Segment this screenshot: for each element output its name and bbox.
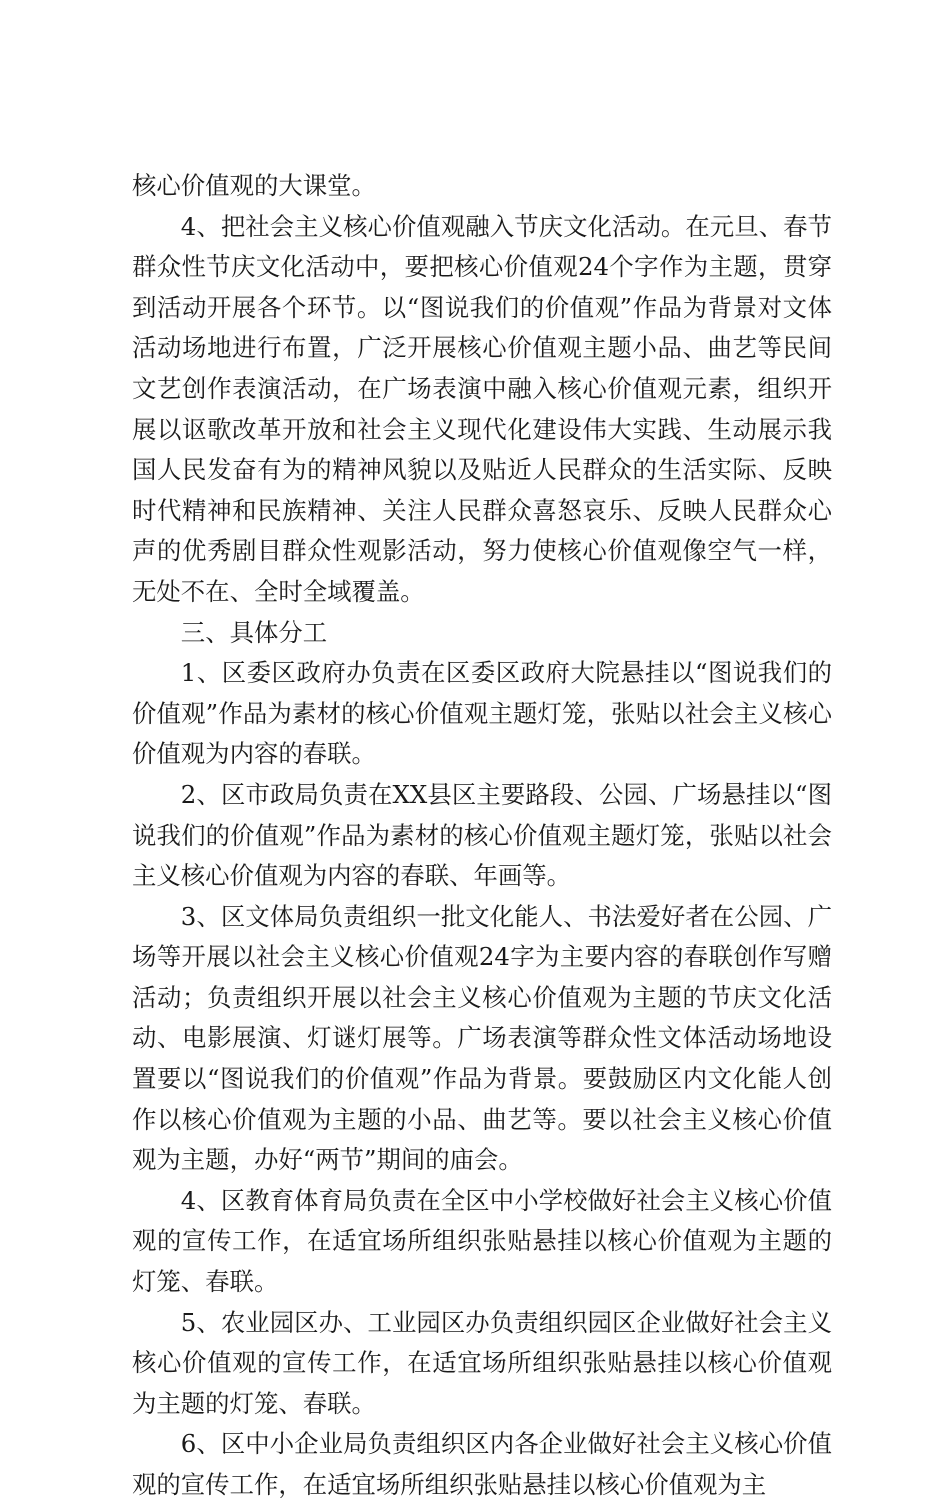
paragraph-item-6: 6、区中小企业局负责组织区内各企业做好社会主义核心价值观的宣传工作，在适宜场所组织张贴悬挂以核心价值观为主 (132, 1429, 832, 1499)
section-heading-division-of-work: 三、具体分工 (180, 617, 328, 647)
paragraph-item-5: 5、农业园区办、工业园区办负责组织园区企业做好社会主义核心价值观的宣传工作，在适宜场所组织张贴悬挂以核心价值观为主题的灯笼、春联。 (132, 1307, 832, 1418)
paragraph-item-1: 1、区委区政府办负责在区委区政府大院悬挂以“图说我们的价值观”作品为素材的核心价值观主题灯笼，张贴以社会主义核心价值观为内容的春联。 (132, 658, 832, 769)
paragraph-item-4-festival-activities: 4、把社会主义核心价值观融入节庆文化活动。在元旦、春节群众性节庆文化活动中，要把核心价值观24个字作为主题，贯穿到活动开展各个环节。以“图说我们的价值观”作品为背景对文体活动场地进行布置，广泛开展核心价值观主题小品、曲艺等民间文艺创作表演活动，在广场表演中融入核心价值观元素，组织开展以讴歌改革开放和社会主义现代化建设伟大实践、生动展示我国人民发奋有为的精神风貌以及贴近人民群众的生活实际、反映时代精神和民族精神、关注人民群众喜怒哀乐、反映人民群众心声的优秀剧目群众性观影活动，努力使核心价值观像空气一样，无处不在、全时全域覆盖。 (132, 211, 832, 606)
document-body (132, 166, 832, 1506)
paragraph-item-3: 3、区文体局负责组织一批文化能人、书法爱好者在公园、广场等开展以社会主义核心价值观24字为主要内容的春联创作写赠活动；负责组织开展以社会主义核心价值观为主题的节庆文化活动、电影展演、灯谜灯展等。广场表演等群众性文体活动场地设置要以“图说我们的价值观”作品为背景。要鼓励区内文化能人创作以核心价值观为主题的小品、曲艺等。要以社会主义核心价值观为主题，办好“两节”期间的庙会。 (132, 901, 832, 1175)
paragraph-continuation: 核心价值观的大课堂。 (132, 171, 376, 200)
paragraph-item-4-education: 4、区教育体育局负责在全区中小学校做好社会主义核心价值观的宣传工作，在适宜场所组织张贴悬挂以核心价值观为主题的灯笼、春联。 (132, 1185, 832, 1297)
paragraph-item-2: 2、区市政局负责在XX县区主要路段、公园、广场悬挂以“图说我们的价值观”作品为素材的核心价值观主题灯笼，张贴以社会主义核心价值观为内容的春联、年画等。 (132, 779, 832, 891)
